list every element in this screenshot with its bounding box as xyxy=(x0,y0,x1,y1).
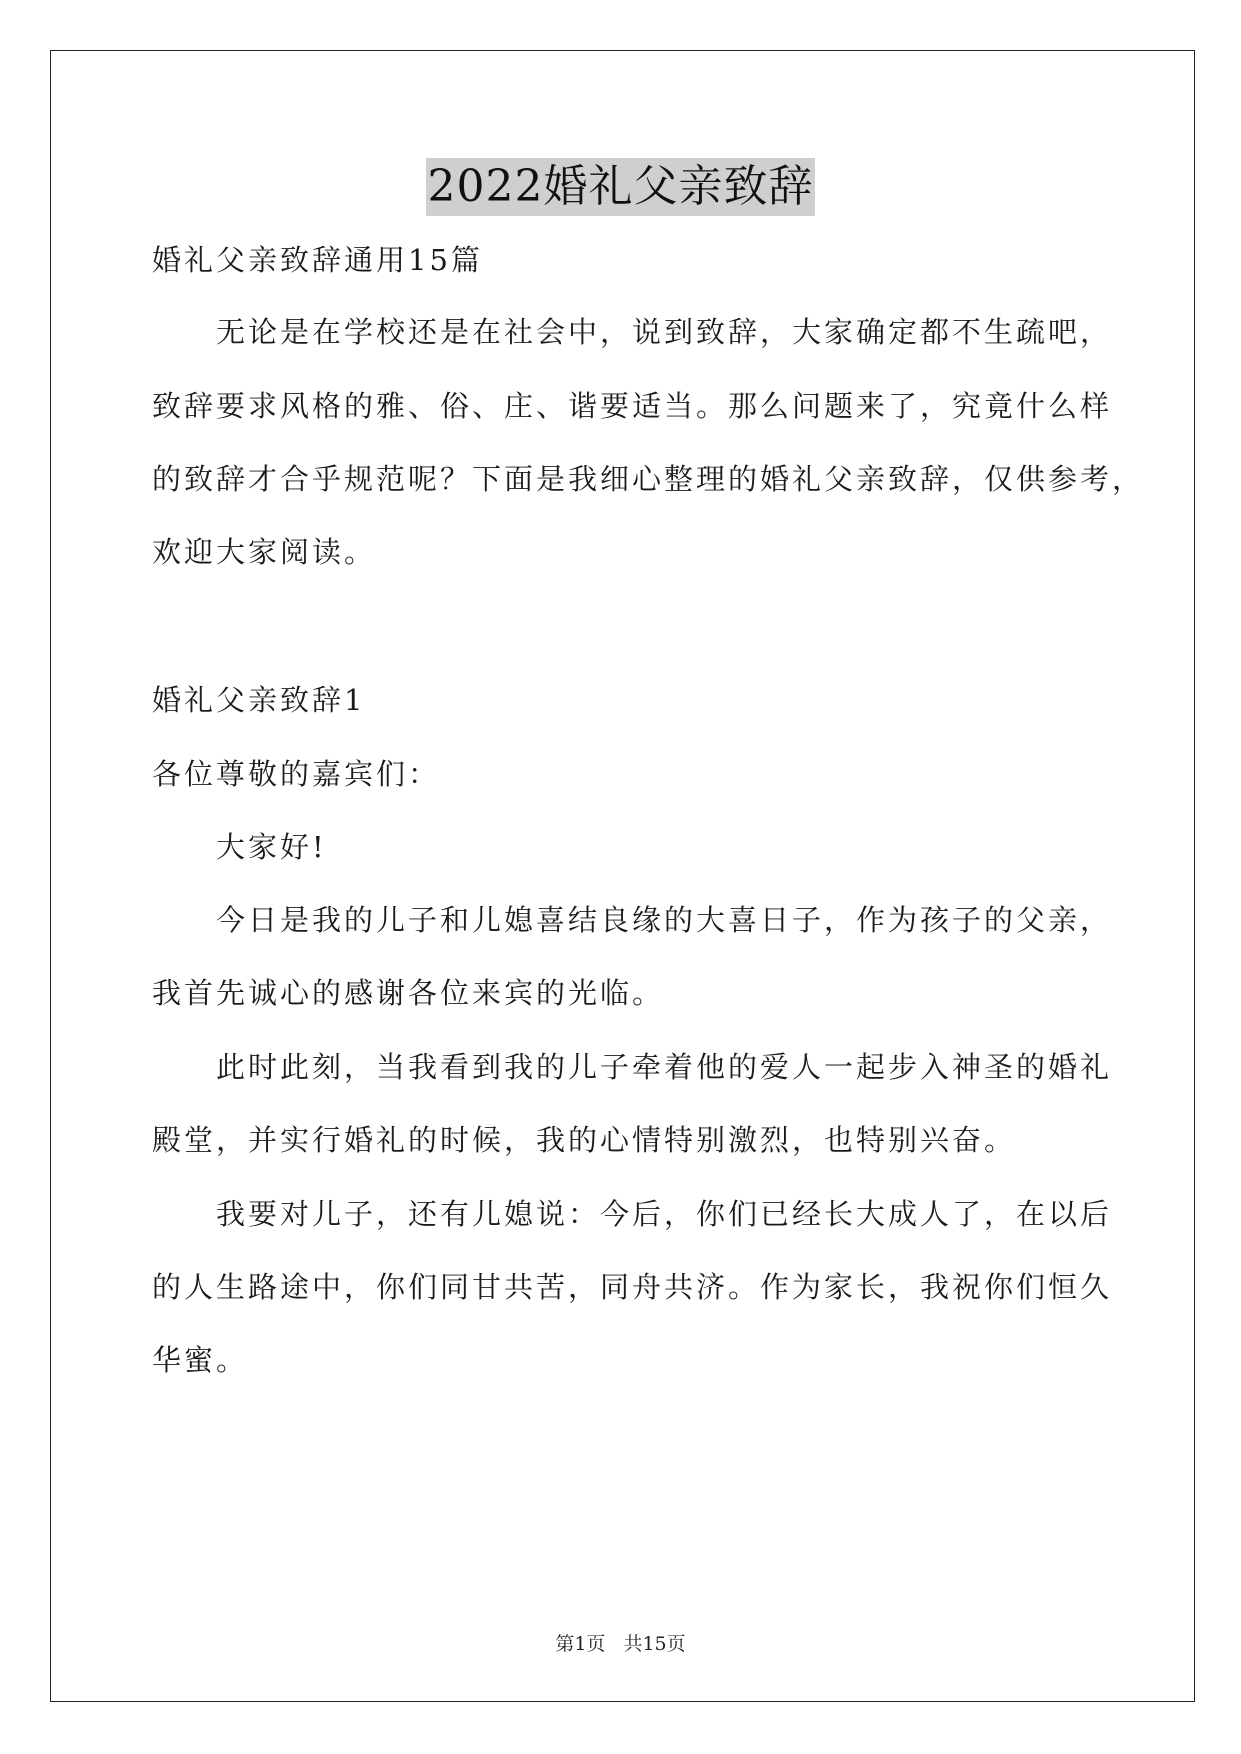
paragraph-line: 致辞要求风格的雅、俗、庄、谐要适当。那么问题来了，究竟什么样 xyxy=(152,389,1113,423)
paragraph-line: 华蜜。 xyxy=(152,1343,249,1377)
paragraph-line: 的人生路途中，你们同甘共苦，同舟共济。作为家长，我祝你们恒久 xyxy=(152,1270,1113,1304)
section-heading: 婚礼父亲致辞1 xyxy=(152,683,366,717)
salutation: 各位尊敬的嘉宾们： xyxy=(152,757,441,791)
page-number: 第1页 xyxy=(555,1633,606,1655)
paragraph-line: 欢迎大家阅读。 xyxy=(152,535,377,569)
paragraph-line: 今日是我的儿子和儿媳喜结良缘的大喜日子，作为孩子的父亲， xyxy=(216,903,1113,937)
paragraph-line: 我要对儿子，还有儿媳说：今后，你们已经长大成人了，在以后 xyxy=(216,1197,1113,1231)
paragraph-line: 殿堂，并实行婚礼的时候，我的心情特别激烈，也特别兴奋。 xyxy=(152,1123,1017,1157)
paragraph-line: 无论是在学校还是在社会中，说到致辞，大家确定都不生疏吧， xyxy=(216,315,1113,349)
subtitle: 婚礼父亲致辞通用15篇 xyxy=(152,243,483,277)
paragraph-line: 此时此刻，当我看到我的儿子牵着他的爱人一起步入神圣的婚礼 xyxy=(216,1050,1113,1084)
page-border xyxy=(50,50,1195,1702)
paragraph-line: 的致辞才合乎规范呢？下面是我细心整理的婚礼父亲致辞，仅供参考， xyxy=(152,462,1145,496)
greeting: 大家好! xyxy=(216,830,327,864)
title-container xyxy=(0,158,1241,216)
page-footer xyxy=(0,1629,1241,1656)
page-total: 共15页 xyxy=(623,1633,686,1655)
paragraph-line: 我首先诚心的感谢各位来宾的光临。 xyxy=(152,976,665,1010)
document-title: 2022婚礼父亲致辞 xyxy=(426,158,816,216)
